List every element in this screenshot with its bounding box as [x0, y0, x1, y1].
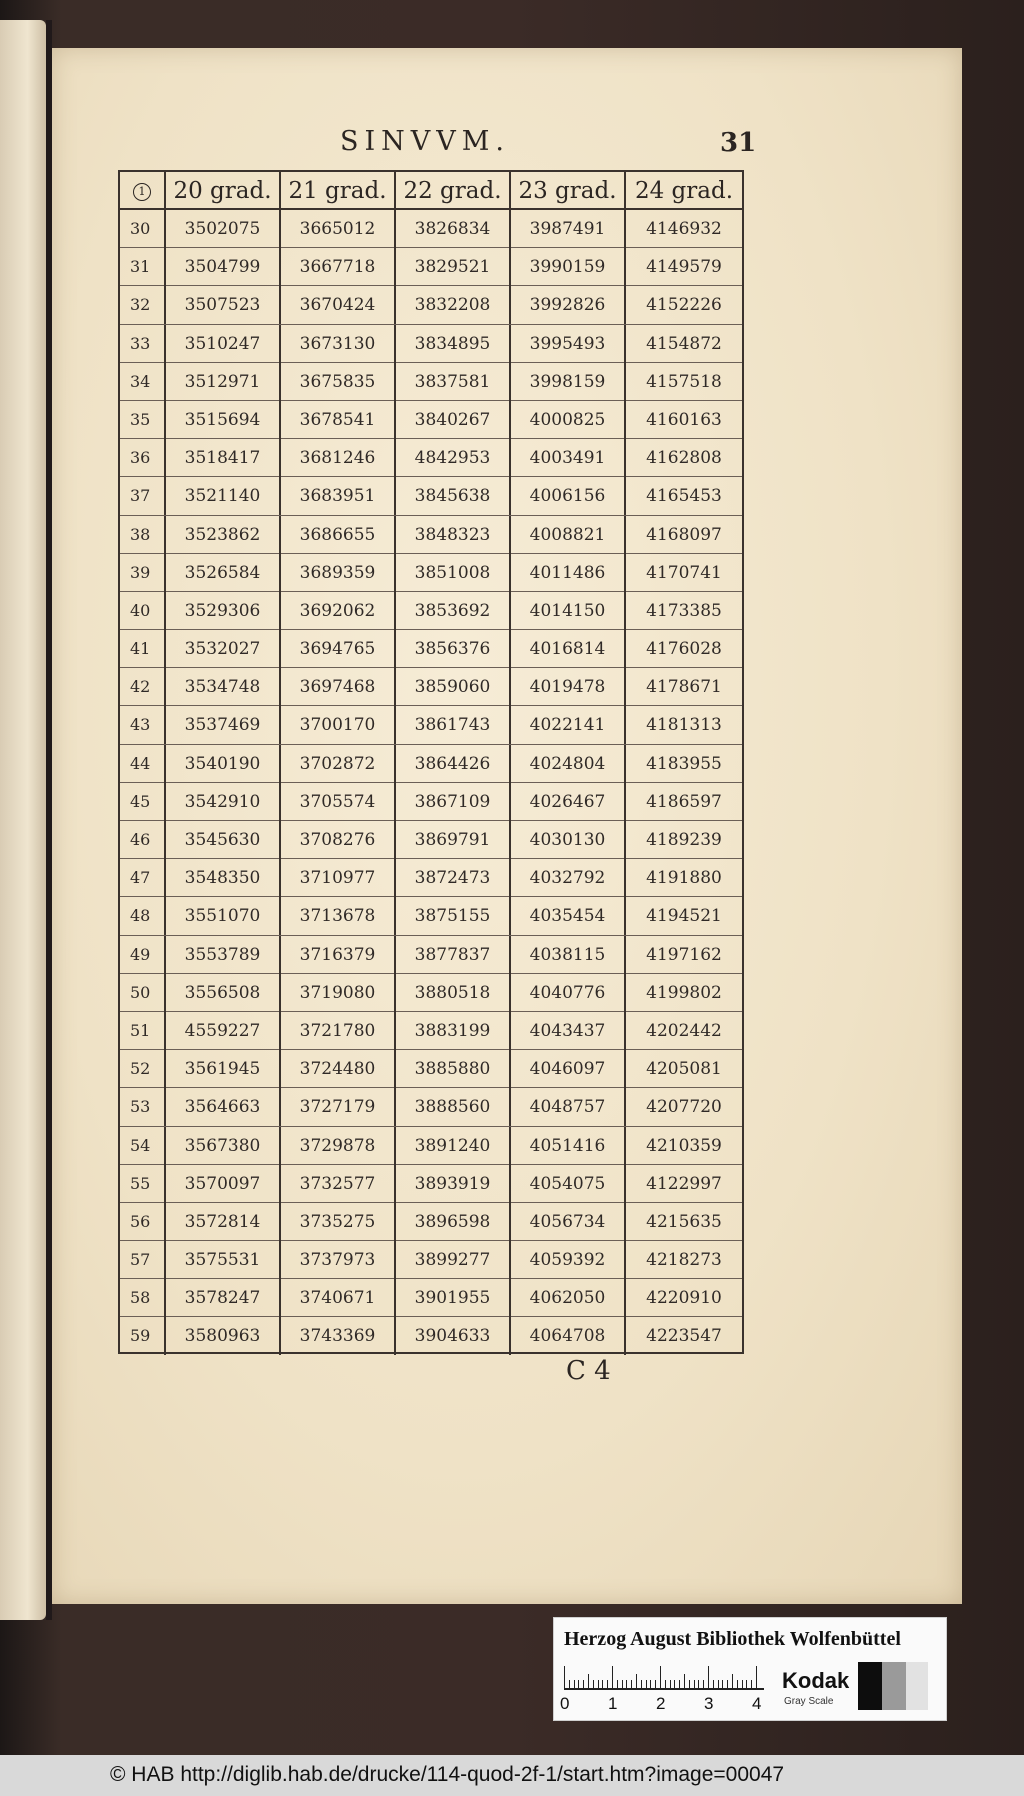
ruler-number: 2: [656, 1694, 666, 1713]
ruler-number: 1: [608, 1694, 618, 1713]
sine-value-cell: 3721780: [281, 1012, 396, 1050]
sine-value-cell: 4162808: [646, 448, 722, 469]
sine-value-cell: 4210359: [646, 1135, 722, 1156]
table-row: [120, 439, 742, 477]
ruler-tick: [737, 1680, 738, 1688]
ruler-tick: [602, 1680, 603, 1688]
minute-cell: 33: [120, 325, 166, 363]
sine-value-cell: 3518417: [166, 439, 281, 477]
ruler-tick: [660, 1666, 661, 1688]
sine-value-cell: 3570097: [166, 1165, 281, 1203]
table-row: [120, 974, 742, 1012]
sine-table: [118, 170, 744, 1354]
sine-value-cell: 3851008: [396, 554, 511, 592]
sine-value-cell: 3578247: [166, 1279, 281, 1317]
table-row: [120, 821, 742, 859]
sine-value-cell: 3515694: [166, 401, 281, 439]
sine-value-cell: 3575531: [166, 1241, 281, 1279]
sine-value-cell: 4199802: [646, 982, 722, 1003]
sine-value-cell: 4220910: [646, 1288, 722, 1309]
previous-page-edge: [0, 20, 46, 1620]
sine-value-cell: 3534748: [166, 668, 281, 706]
sine-value-cell: 4170741: [646, 562, 722, 583]
ruler-tick: [718, 1680, 719, 1688]
minute-cell: 30: [120, 210, 166, 248]
sine-value-cell: 4059392: [511, 1241, 626, 1279]
running-head: SINVVM.: [340, 126, 511, 157]
minute-cell: 32: [120, 286, 166, 324]
sine-value-cell: 3567380: [166, 1127, 281, 1165]
sine-value-cell: 4022141: [511, 706, 626, 744]
sine-value-cell: 3848323: [396, 516, 511, 554]
sine-value-cell: 3532027: [166, 630, 281, 668]
sine-value-cell: 4062050: [511, 1279, 626, 1317]
sine-value-cell: 4181313: [646, 715, 722, 736]
ruler-tick: [689, 1680, 690, 1688]
sine-value-cell: 3667718: [281, 248, 396, 286]
minute-cell: 34: [120, 363, 166, 401]
sine-value-cell: 3548350: [166, 859, 281, 897]
sine-value-cell: 3510247: [166, 325, 281, 363]
sine-value-cell: 4000825: [511, 401, 626, 439]
column-header: 21 grad.: [281, 172, 396, 210]
sine-value-cell: 3504799: [166, 248, 281, 286]
sine-value-cell: 3995493: [511, 325, 626, 363]
page-number: 31: [720, 128, 757, 158]
ruler-number: 4: [752, 1694, 762, 1713]
ruler-tick: [650, 1680, 651, 1688]
table-row: [120, 325, 742, 363]
table-row: [120, 1203, 742, 1241]
ruler-tick: [631, 1680, 632, 1688]
sine-value-cell: 3561945: [166, 1050, 281, 1088]
table-row: [120, 401, 742, 439]
table-row: [120, 1088, 742, 1126]
sine-value-cell: 3689359: [281, 554, 396, 592]
sine-value-cell: 3899277: [396, 1241, 511, 1279]
sine-value-cell: 4019478: [511, 668, 626, 706]
table-row: [120, 286, 742, 324]
sine-value-cell: 4223547: [646, 1326, 722, 1347]
sine-value-cell: 3867109: [396, 783, 511, 821]
ruler-tick: [756, 1666, 757, 1688]
sine-value-cell: 3529306: [166, 592, 281, 630]
sine-value-cell: 3880518: [396, 974, 511, 1012]
table-row: [120, 706, 742, 744]
ruler-tick: [694, 1680, 695, 1688]
minute-cell: 46: [120, 821, 166, 859]
ruler-tick: [746, 1680, 747, 1688]
ruler-tick: [670, 1680, 671, 1688]
sine-value-cell: 4191880: [646, 868, 722, 889]
sine-value-cell: 3729878: [281, 1127, 396, 1165]
ruler-tick: [617, 1680, 618, 1688]
table-row: [120, 783, 742, 821]
sine-value-cell: 4048757: [511, 1088, 626, 1126]
sine-value-cell: 3861743: [396, 706, 511, 744]
sine-value-cell: 3686655: [281, 516, 396, 554]
ruler-number: 0: [560, 1694, 570, 1713]
sine-value-cell: 4016814: [511, 630, 626, 668]
sine-value-cell: 3694765: [281, 630, 396, 668]
ruler-tick: [732, 1674, 733, 1688]
sine-value-cell: 3869791: [396, 821, 511, 859]
sine-value-cell: 3700170: [281, 706, 396, 744]
sine-value-cell: 3853692: [396, 592, 511, 630]
sine-value-cell: 3705574: [281, 783, 396, 821]
column-header: 23 grad.: [511, 172, 626, 210]
gray-scale-label: Gray Scale: [784, 1696, 834, 1707]
sine-value-cell: 3551070: [166, 897, 281, 935]
sine-value-cell: 4186597: [646, 791, 722, 812]
sine-value-cell: 4024804: [511, 745, 626, 783]
sine-value-cell: 4032792: [511, 859, 626, 897]
table-row: [120, 1050, 742, 1088]
minute-cell: 50: [120, 974, 166, 1012]
sine-value-cell: 4051416: [511, 1127, 626, 1165]
table-row: [120, 592, 742, 630]
table-row: [120, 1012, 742, 1050]
table-row: [120, 630, 742, 668]
ruler-tick: [569, 1680, 570, 1688]
gray-swatch-light: [906, 1662, 928, 1710]
sine-value-cell: 4038115: [511, 936, 626, 974]
minute-cell: 56: [120, 1203, 166, 1241]
sine-value-cell: 3692062: [281, 592, 396, 630]
sine-value-cell: 4202442: [646, 1020, 722, 1041]
minute-cell: 59: [120, 1317, 166, 1355]
table-row: [120, 1279, 742, 1317]
minute-cell: 38: [120, 516, 166, 554]
minute-cell: 49: [120, 936, 166, 974]
ruler-tick: [583, 1680, 584, 1688]
sine-value-cell: 3572814: [166, 1203, 281, 1241]
ruler-tick: [622, 1680, 623, 1688]
table-row: [120, 859, 742, 897]
sine-value-cell: 3998159: [511, 363, 626, 401]
ruler-tick: [727, 1680, 728, 1688]
minute-cell: 41: [120, 630, 166, 668]
table-row: [120, 477, 742, 515]
sine-value-cell: 3840267: [396, 401, 511, 439]
ruler-tick: [665, 1680, 666, 1688]
sine-value-cell: 4043437: [511, 1012, 626, 1050]
sine-value-cell: 3716379: [281, 936, 396, 974]
ruler-tick: [679, 1680, 680, 1688]
sine-value-cell: 3872473: [396, 859, 511, 897]
sine-value-cell: 3837581: [396, 363, 511, 401]
sine-value-cell: 3537469: [166, 706, 281, 744]
sine-value-cell: 3697468: [281, 668, 396, 706]
sine-value-cell: 4183955: [646, 753, 722, 774]
sine-value-cell: 3507523: [166, 286, 281, 324]
ruler-tick: [703, 1680, 704, 1688]
minute-cell: 54: [120, 1127, 166, 1165]
ruler-tick: [636, 1674, 637, 1688]
footer-bar: [0, 1755, 1024, 1796]
table-row: [120, 668, 742, 706]
ruler-number: 3: [704, 1694, 714, 1713]
library-name: Herzog August Bibliothek Wolfenbüttel: [564, 1628, 901, 1650]
sine-value-cell: 4011486: [511, 554, 626, 592]
sine-value-cell: 3708276: [281, 821, 396, 859]
sine-value-cell: 3521140: [166, 477, 281, 515]
sine-value-cell: 4040776: [511, 974, 626, 1012]
sine-value-cell: 3990159: [511, 248, 626, 286]
minute-cell: 39: [120, 554, 166, 592]
sine-value-cell: 4207720: [646, 1097, 722, 1118]
ruler-tick: [684, 1674, 685, 1688]
sine-value-cell: 4035454: [511, 897, 626, 935]
minute-cell: 53: [120, 1088, 166, 1126]
sine-value-cell: 3992826: [511, 286, 626, 324]
sine-value-cell: 4154872: [646, 333, 722, 354]
minute-cell: 37: [120, 477, 166, 515]
sine-value-cell: 4157518: [646, 371, 722, 392]
sine-value-cell: 3665012: [281, 210, 396, 248]
table-row: [120, 1127, 742, 1165]
sine-value-cell: 4215635: [646, 1211, 722, 1232]
table-row: [120, 936, 742, 974]
table-body: [120, 210, 742, 1356]
color-target-card: [553, 1617, 947, 1721]
sine-value-cell: 4152226: [646, 295, 722, 316]
ruler-tick: [612, 1666, 613, 1688]
sine-value-cell: 3834895: [396, 325, 511, 363]
sine-value-cell: 3737973: [281, 1241, 396, 1279]
sine-value-cell: 3901955: [396, 1279, 511, 1317]
ruler-tick: [742, 1680, 743, 1688]
sine-value-cell: 3829521: [396, 248, 511, 286]
sine-value-cell: 3683951: [281, 477, 396, 515]
sine-value-cell: 3675835: [281, 363, 396, 401]
sine-value-cell: 3832208: [396, 286, 511, 324]
minute-symbol-icon: 1: [133, 183, 151, 201]
ruler-tick: [564, 1666, 565, 1688]
sine-value-cell: 3502075: [166, 210, 281, 248]
sine-value-cell: 3859060: [396, 668, 511, 706]
sine-value-cell: 4559227: [166, 1012, 281, 1050]
sine-value-cell: 4160163: [646, 409, 722, 430]
ruler-tick: [708, 1666, 709, 1688]
sine-value-cell: 3678541: [281, 401, 396, 439]
ruler-tick: [641, 1680, 642, 1688]
sine-value-cell: 3877837: [396, 936, 511, 974]
ruler-tick: [655, 1680, 656, 1688]
ruler-tick: [722, 1680, 723, 1688]
column-header: 24 grad.: [634, 178, 734, 204]
sine-value-cell: 3512971: [166, 363, 281, 401]
ruler-tick: [598, 1680, 599, 1688]
sine-value-cell: 3556508: [166, 974, 281, 1012]
minute-cell: 58: [120, 1279, 166, 1317]
sine-value-cell: 3564663: [166, 1088, 281, 1126]
sine-value-cell: 3896598: [396, 1203, 511, 1241]
sine-value-cell: 4122997: [646, 1173, 722, 1194]
signature-mark: C 4: [566, 1356, 611, 1386]
sine-value-cell: 4218273: [646, 1250, 722, 1271]
minute-cell: 35: [120, 401, 166, 439]
footer-copyright: © HAB http://diglib.hab.de/drucke/114-quod-2f-1/start.htm?image=00047: [110, 1763, 785, 1786]
sine-value-cell: 4003491: [511, 439, 626, 477]
sine-value-cell: 4026467: [511, 783, 626, 821]
sine-value-cell: 3702872: [281, 745, 396, 783]
column-header: 20 grad.: [166, 172, 281, 210]
table-row: [120, 554, 742, 592]
sine-value-cell: 3710977: [281, 859, 396, 897]
sine-value-cell: 3987491: [511, 210, 626, 248]
sine-value-cell: 3845638: [396, 477, 511, 515]
sine-value-cell: 4194521: [646, 906, 722, 927]
ruler-scale: [564, 1664, 764, 1690]
sine-value-cell: 4056734: [511, 1203, 626, 1241]
gray-swatch-mid: [882, 1662, 906, 1710]
sine-value-cell: 4014150: [511, 592, 626, 630]
sine-value-cell: 3883199: [396, 1012, 511, 1050]
sine-value-cell: 3681246: [281, 439, 396, 477]
sine-value-cell: 3743369: [281, 1317, 396, 1355]
minute-cell: 44: [120, 745, 166, 783]
table-row: [120, 516, 742, 554]
minute-cell: 48: [120, 897, 166, 935]
sine-value-cell: 4173385: [646, 600, 722, 621]
minute-cell: 45: [120, 783, 166, 821]
minute-cell: 31: [120, 248, 166, 286]
sine-value-cell: 3740671: [281, 1279, 396, 1317]
sine-value-cell: 3724480: [281, 1050, 396, 1088]
table-row: [120, 897, 742, 935]
sine-value-cell: 4842953: [396, 439, 511, 477]
sine-value-cell: 4197162: [646, 944, 722, 965]
sine-value-cell: 3826834: [396, 210, 511, 248]
ruler-numbers: [560, 1694, 770, 1716]
table-row: [120, 363, 742, 401]
column-header: 22 grad.: [396, 172, 511, 210]
sine-value-cell: 3542910: [166, 783, 281, 821]
ruler-tick: [713, 1680, 714, 1688]
sine-value-cell: 3864426: [396, 745, 511, 783]
minute-column-header: [120, 172, 166, 210]
ruler-tick: [626, 1680, 627, 1688]
sine-value-cell: 4030130: [511, 821, 626, 859]
minute-cell: 51: [120, 1012, 166, 1050]
minute-cell: 36: [120, 439, 166, 477]
sine-value-cell: 3735275: [281, 1203, 396, 1241]
gray-swatch-black: [858, 1662, 882, 1710]
table-row: [120, 1165, 742, 1203]
sine-value-cell: 3885880: [396, 1050, 511, 1088]
ruler-tick: [588, 1674, 589, 1688]
sine-value-cell: 3856376: [396, 630, 511, 668]
ruler-tick: [751, 1680, 752, 1688]
sine-value-cell: 4006156: [511, 477, 626, 515]
sine-value-cell: 4205081: [646, 1059, 722, 1080]
table-row: [120, 1317, 742, 1355]
sine-value-cell: 3526584: [166, 554, 281, 592]
ruler-tick: [698, 1680, 699, 1688]
ruler-tick: [574, 1680, 575, 1688]
sine-value-cell: 3727179: [281, 1088, 396, 1126]
sine-value-cell: 3523862: [166, 516, 281, 554]
sine-value-cell: 4064708: [511, 1317, 626, 1355]
sine-value-cell: 3904633: [396, 1317, 511, 1355]
sine-value-cell: 4176028: [646, 639, 722, 660]
minute-cell: 47: [120, 859, 166, 897]
minute-cell: 55: [120, 1165, 166, 1203]
table-row: [120, 210, 742, 248]
kodak-brand: Kodak: [782, 1668, 850, 1693]
minute-cell: 57: [120, 1241, 166, 1279]
sine-value-cell: 3540190: [166, 745, 281, 783]
sine-value-cell: 4046097: [511, 1050, 626, 1088]
sine-value-cell: 3670424: [281, 286, 396, 324]
sine-value-cell: 4168097: [646, 524, 722, 545]
sine-value-cell: 3719080: [281, 974, 396, 1012]
sine-value-cell: 4054075: [511, 1165, 626, 1203]
ruler-tick: [593, 1680, 594, 1688]
minute-cell: 52: [120, 1050, 166, 1088]
table-header-row: [120, 172, 742, 210]
sine-value-cell: 4149579: [646, 257, 722, 278]
sine-value-cell: 4178671: [646, 677, 722, 698]
sine-value-cell: 3673130: [281, 325, 396, 363]
sine-value-cell: 3580963: [166, 1317, 281, 1355]
minute-cell: 40: [120, 592, 166, 630]
sine-value-cell: 4146932: [646, 219, 722, 239]
sine-value-cell: 3713678: [281, 897, 396, 935]
ruler-tick: [674, 1680, 675, 1688]
minute-cell: 43: [120, 706, 166, 744]
sine-value-cell: 3732577: [281, 1165, 396, 1203]
sine-value-cell: 4008821: [511, 516, 626, 554]
sine-value-cell: 3875155: [396, 897, 511, 935]
table-row: [120, 1241, 742, 1279]
ruler-tick: [646, 1680, 647, 1688]
sine-value-cell: 3888560: [396, 1088, 511, 1126]
sine-value-cell: 4165453: [646, 486, 722, 507]
sine-value-cell: 3891240: [396, 1127, 511, 1165]
minute-cell: 42: [120, 668, 166, 706]
table-row: [120, 745, 742, 783]
ruler-tick: [607, 1680, 608, 1688]
ruler-tick: [578, 1680, 579, 1688]
sine-value-cell: 3893919: [396, 1165, 511, 1203]
sine-value-cell: 4189239: [646, 830, 722, 850]
table-row: [120, 248, 742, 286]
sine-value-cell: 3553789: [166, 936, 281, 974]
sine-value-cell: 3545630: [166, 821, 281, 859]
